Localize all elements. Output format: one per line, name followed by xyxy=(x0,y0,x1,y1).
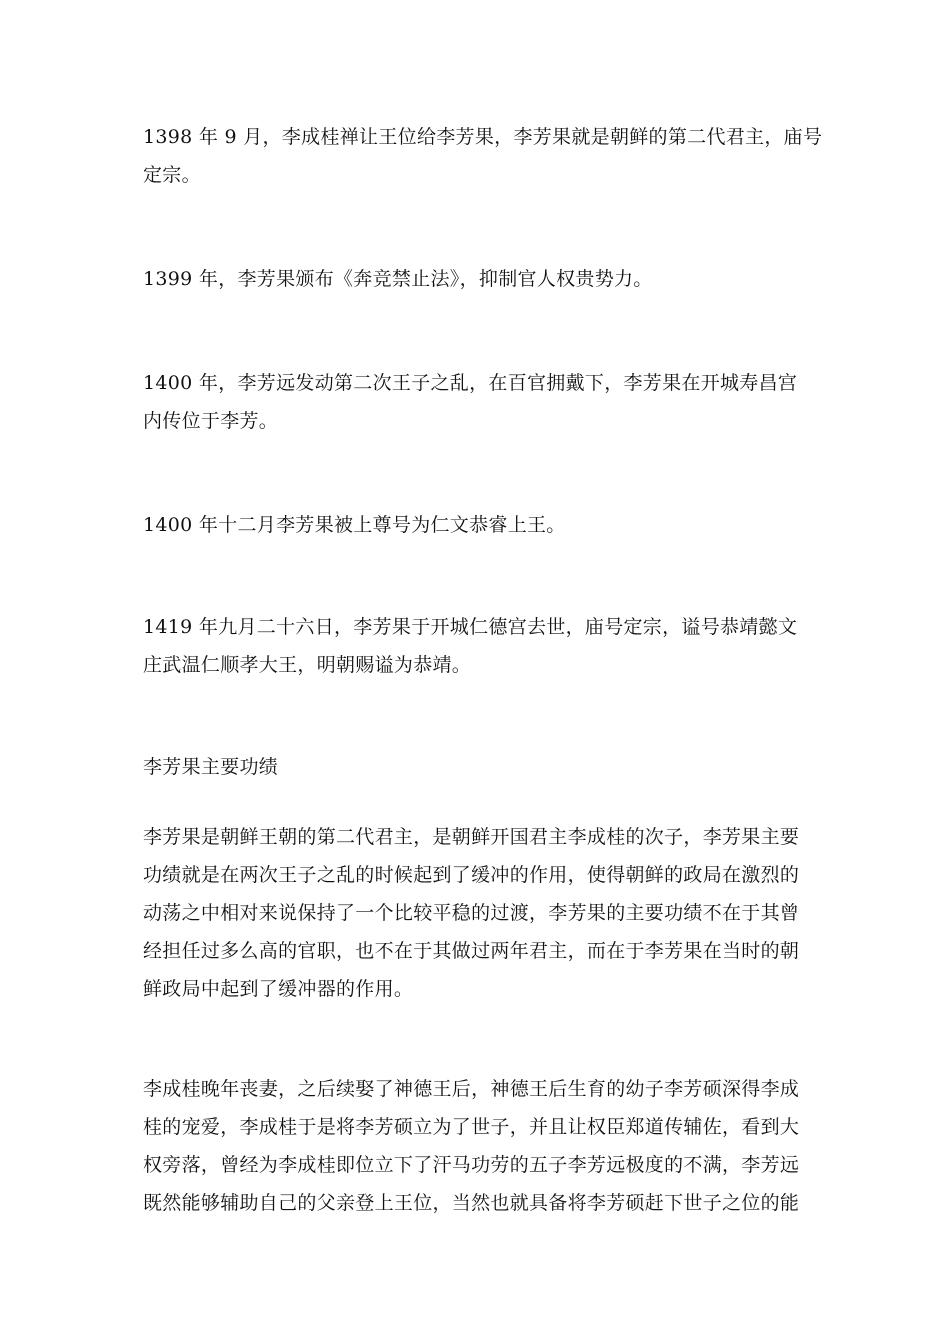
text-line: 1400 年十二月李芳果被上尊号为仁文恭睿上王。 xyxy=(143,514,566,536)
paragraph-1400-title xyxy=(143,506,811,544)
paragraph-achievements xyxy=(143,818,811,1008)
paragraph-1398 xyxy=(143,118,823,194)
text-line: 1419 年九月二十六日，李芳果于开城仁德宫去世，庙号定宗，谥号恭靖懿文 xyxy=(143,616,798,638)
text-line: 李芳果是朝鲜王朝的第二代君主，是朝鲜开国君主李成桂的次子，李芳果主要 xyxy=(143,826,800,848)
section-heading xyxy=(143,748,811,786)
text-line: 经担任过多么高的官职，也不在于其做过两年君主，而在于李芳果在当时的朝 xyxy=(143,940,800,962)
text-line: 内传位于李芳。 xyxy=(143,410,279,432)
text-line: 既然能够辅助自己的父亲登上王位，当然也就具备将李芳硕赶下世子之位的能 xyxy=(143,1192,800,1214)
paragraph-succession xyxy=(143,1070,811,1222)
text-line: 动荡之中相对来说保持了一个比较平稳的过渡，李芳果的主要功绩不在于其曾 xyxy=(143,902,800,924)
heading-text: 李芳果主要功绩 xyxy=(143,756,279,778)
text-line: 1399 年，李芳果颁布《奔竞禁止法》，抑制官人权贵势力。 xyxy=(143,268,653,290)
text-line: 功绩就是在两次王子之乱的时候起到了缓冲的作用，使得朝鲜的政局在激烈的 xyxy=(143,864,800,886)
text-line: 庄武温仁顺孝大王，明朝赐谥为恭靖。 xyxy=(143,654,472,676)
text-line: 鲜政局中起到了缓冲器的作用。 xyxy=(143,978,414,1000)
paragraph-1419 xyxy=(143,608,811,684)
text-line: 定宗。 xyxy=(143,164,201,186)
text-line: 1398 年 9 月，李成桂禅让王位给李芳果，李芳果就是朝鲜的第二代君主，庙号 xyxy=(143,126,823,148)
text-line: 权旁落，曾经为李成桂即位立下了汗马功劳的五子李芳远极度的不满，李芳远 xyxy=(143,1154,800,1176)
text-line: 1400 年，李芳远发动第二次王子之乱，在百官拥戴下，李芳果在开城寿昌宫 xyxy=(143,372,798,394)
paragraph-1400-abdication xyxy=(143,364,811,440)
text-line: 李成桂晚年丧妻，之后续娶了神德王后，神德王后生育的幼子李芳硕深得李成 xyxy=(143,1078,800,1100)
paragraph-1399 xyxy=(143,260,811,298)
text-line: 桂的宠爱，李成桂于是将李芳硕立为了世子，并且让权臣郑道传辅佐，看到大 xyxy=(143,1116,800,1138)
